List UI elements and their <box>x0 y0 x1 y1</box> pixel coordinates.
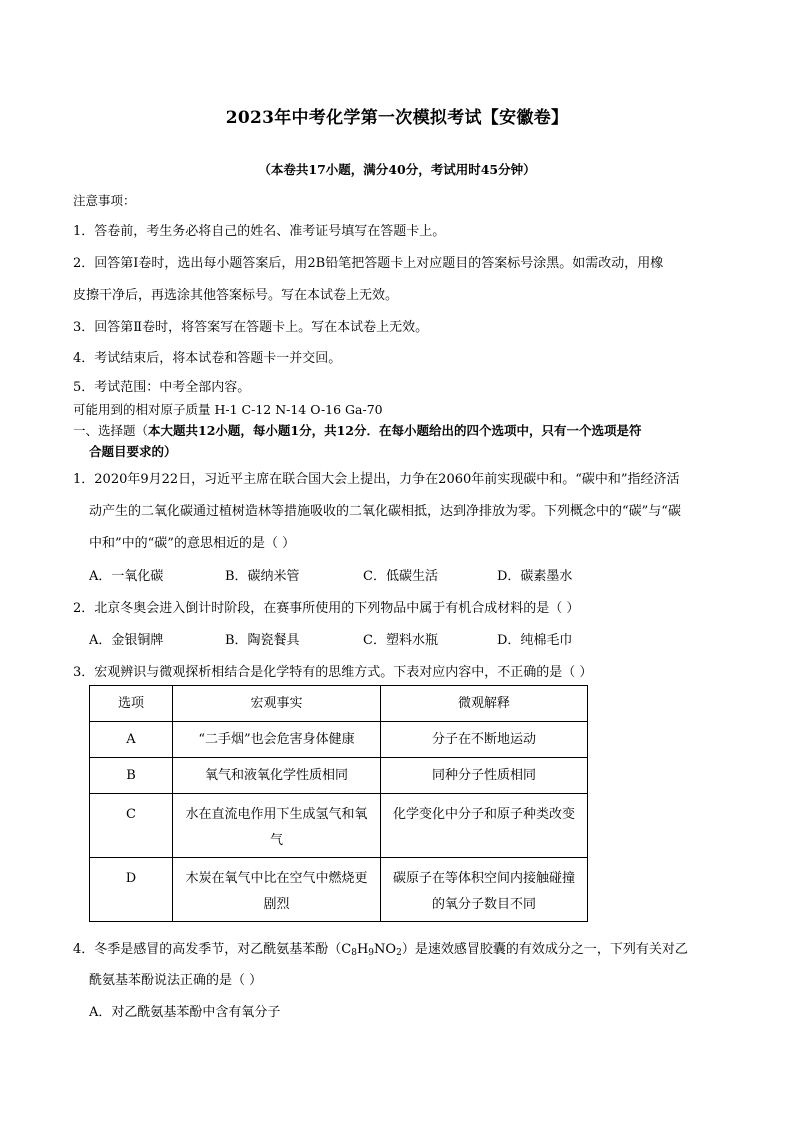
table-cell-explanation <box>381 858 588 922</box>
formula-subscript: 9 <box>368 948 375 958</box>
cell-line: 水在直流电作用下生成氢气和氧 <box>185 807 368 822</box>
q2-option-a: A．金银铜牌 <box>89 633 164 648</box>
q4-text-part: ）是速效感冒胶囊的有效成分之一，下列有关对乙 <box>401 942 688 957</box>
note-item: 皮擦干净后，再选涂其他答案标号。写在本试卷上无效。 <box>73 288 399 303</box>
note-item: 2．回答第Ⅰ卷时，选出每小题答案后，用2B铅笔把答题卡上对应题目的答案标号涂黑。如需改动，用橡 <box>73 256 664 271</box>
q2-option-d: D．纯棉毛巾 <box>497 633 573 648</box>
cell-text: 化学变化中分子和原子种类改变 <box>392 807 575 822</box>
q4-option-a: A．对乙酰氨基苯酚中含有氧分子 <box>89 1005 281 1020</box>
cell-text: D <box>125 871 137 886</box>
table-header-cell: 选项 <box>90 686 173 722</box>
q2-option-b: B．陶瓷餐具 <box>225 633 300 648</box>
notes-heading: 注意事项： <box>73 193 136 208</box>
q3-table <box>89 685 588 922</box>
q4-text-part: H <box>356 942 369 957</box>
note-item: 5．考试范围：中考全部内容。 <box>73 380 251 395</box>
section-heading <box>73 421 642 439</box>
q4-text-part: 4．冬季是感冒的高发季节，对乙酰氨基苯酚（C <box>73 942 352 957</box>
cell-text <box>177 794 376 854</box>
q2-option-c: C．塑料水瓶 <box>363 633 438 648</box>
formula-subscript: 2 <box>396 948 402 958</box>
page-title: 2023年中考化学第一次模拟考试【安徽卷】 <box>225 108 569 128</box>
table-cell-fact <box>173 794 381 858</box>
q4-text <box>73 938 688 958</box>
table-row <box>90 722 588 758</box>
note-item: 1．答卷前，考生务必将自己的姓名、准考证号填写在答题卡上。 <box>73 224 446 239</box>
formula-subscript: 8 <box>351 948 357 958</box>
q1-option-c: C．低碳生活 <box>363 569 438 584</box>
table-cell-fact: 氧气和液氧化学性质相同 <box>173 758 381 794</box>
note-item: 4．考试结束后，将本试卷和答题卡一并交回。 <box>73 351 342 366</box>
section-heading-prefix: 一、选择题（ <box>73 423 149 438</box>
cell-text <box>177 858 376 918</box>
section-heading-line2: 合题目要求的） <box>89 444 177 459</box>
note-item: 3．回答第Ⅱ卷时，将答案写在答题卡上。写在本试卷上无效。 <box>73 320 429 335</box>
cell-line: 剧烈 <box>263 897 290 912</box>
table-cell-fact: “二手烟”也会危害身体健康 <box>173 722 381 758</box>
q3-text: 3．宏观辨识与微观探析相结合是化学特有的思维方式。下表对应内容中，不正确的是（ ） <box>73 665 593 680</box>
q4-text-part: NO <box>374 942 397 957</box>
table-cell-fact <box>173 858 381 922</box>
table-row <box>90 758 588 794</box>
table-cell-option <box>90 794 173 858</box>
atomic-mass-line: 可能用到的相对原子质量 H-1 C-12 N-14 O-16 Ga-70 <box>73 402 383 417</box>
table-cell-option <box>90 858 173 922</box>
cell-line: 的氧分子数目不同 <box>431 897 536 912</box>
table-header-cell: 宏观事实 <box>173 686 381 722</box>
table-row <box>90 858 588 922</box>
q1-text: 动产生的二氧化碳通过植树造林等措施吸收的二氧化碳相抵，达到净排放为零。下列概念中的“碳”与“碳 <box>89 504 681 519</box>
q2-text: 2．北京冬奥会进入倒计时阶段，在赛事所使用的下列物品中属于有机合成材料的是（ ） <box>73 601 580 616</box>
table-cell-explanation: 分子在不断地运动 <box>381 722 588 758</box>
page-subtitle: （本卷共17小题，满分40分，考试用时45分钟） <box>258 162 536 177</box>
section-heading-bold: 本大题共12小题，每小题1分，共12分．在每小题给出的四个选项中，只有一个选项是符 <box>148 423 642 438</box>
cell-line: 气 <box>269 833 283 848</box>
table-header-row <box>90 686 588 722</box>
q1-option-d: D．碳素墨水 <box>497 569 573 584</box>
table-cell-option: B <box>90 758 173 794</box>
cell-text <box>385 858 583 918</box>
cell-line: 碳原子在等体积空间内接触碰撞 <box>392 871 575 886</box>
table-cell-explanation <box>381 794 588 858</box>
table-header-cell: 微观解释 <box>381 686 588 722</box>
q1-option-b: B．碳纳米管 <box>225 569 300 584</box>
q4-text-line2: 酰氨基苯酚说法正确的是（ ） <box>89 973 263 988</box>
table-cell-option: A <box>90 722 173 758</box>
cell-line: 木炭在氧气中比在空气中燃烧更 <box>185 871 368 886</box>
q1-text: 1．2020年9月22日，习近平主席在联合国大会上提出，力争在2060年前实现碳中和。“碳中和”指经济活 <box>73 472 680 487</box>
q1-option-a: A．一氧化碳 <box>89 569 164 584</box>
q1-text: 中和”中的“碳”的意思相近的是（ ） <box>89 536 296 551</box>
table-cell-explanation: 同种分子性质相同 <box>381 758 588 794</box>
table-row <box>90 794 588 858</box>
cell-text: C <box>126 807 136 822</box>
